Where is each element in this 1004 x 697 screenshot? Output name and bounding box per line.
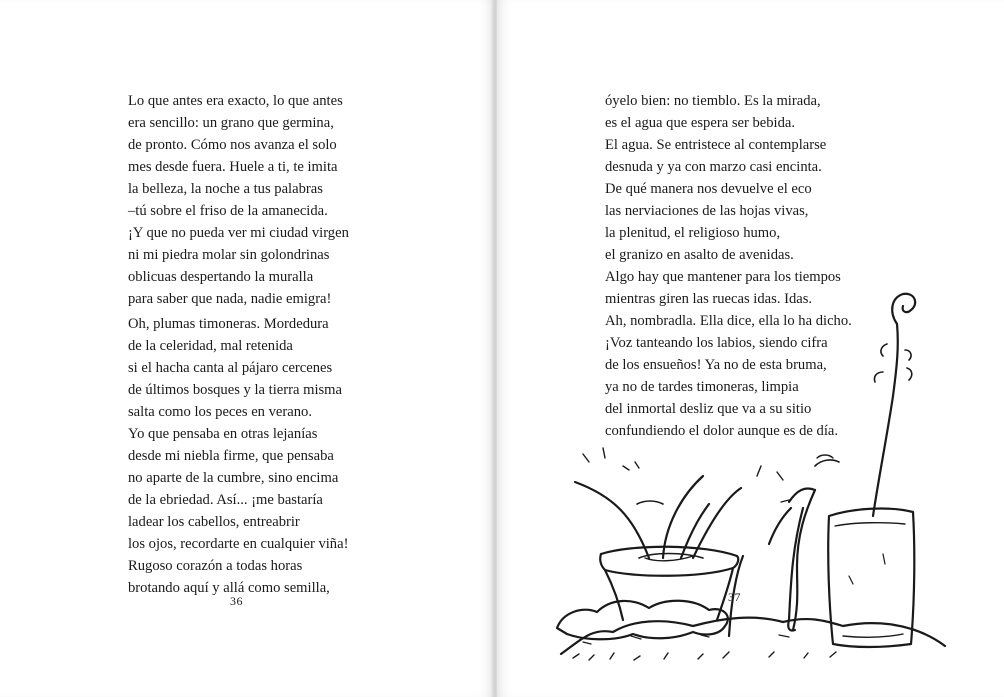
poem-line: era sencillo: un grano que germina, (128, 115, 334, 131)
ink-drawing-plant-pot-and-block-icon (553, 276, 953, 676)
poem-line: confundiendo el dolor aunque es de día. (605, 423, 839, 439)
poem-line: oblicuas despertando la muralla (128, 269, 314, 285)
poem-line: Algo hay que mantener para los tiempos (605, 269, 841, 285)
poem-line: las nerviaciones de las hojas vivas, (605, 203, 809, 219)
poem-line: Ah, nombradla. Ella dice, ella lo ha dicho. (605, 313, 852, 329)
poem-line: los ojos, recordarte en cualquier viña! (128, 536, 349, 552)
poem-line: de últimos bosques y la tierra misma (128, 382, 343, 398)
right-page (497, 0, 1004, 697)
poem-line: ni mi piedra molar sin golondrinas (128, 247, 330, 263)
page-number: 36 (230, 594, 243, 608)
poem-line: no aparte de la cumbre, sino encima (128, 470, 339, 486)
poem-line: Yo que pensaba en otras lejanías (128, 426, 318, 442)
poem-line: salta como los peces en verano. (128, 404, 312, 420)
poem-line: brotando aquí y allá como semilla, (128, 580, 330, 596)
poem-line: El agua. Se entristece al contemplarse (605, 137, 827, 153)
poem-line: mes desde fuera. Huele a ti, te imita (128, 159, 338, 175)
poem-line: Lo que antes era exacto, lo que antes (128, 93, 343, 109)
poem-line: para saber que nada, nadie emigra! (128, 291, 332, 307)
poem-line: –tú sobre el friso de la amanecida. (128, 203, 328, 219)
poem-line: ¡Y que no pueda ver mi ciudad virgen (128, 225, 349, 241)
poem-line: mientras giren las ruecas idas. Idas. (605, 291, 813, 307)
poem-line: desde mi niebla firme, que pensaba (128, 448, 334, 464)
poem-line: Rugoso corazón a todas horas (128, 558, 303, 574)
poem-line: de los ensueños! Ya no de esta bruma, (605, 357, 827, 373)
poem-line: de la ebriedad. Así... ¡me bastaría (128, 492, 323, 508)
poem-line: ya no de tardes timoneras, limpia (605, 379, 799, 395)
poem-line: de pronto. Cómo nos avanza el solo (128, 137, 337, 153)
poem-line: el granizo en asalto de avenidas. (605, 247, 794, 263)
poem-line: Oh, plumas timoneras. Mordedura (128, 316, 329, 332)
poem-line: si el hacha canta al pájaro cercenes (128, 360, 333, 376)
poem-line: ¡Voz tanteando los labios, siendo cifra (605, 335, 828, 351)
poem-line: ladear los cabellos, entreabrir (128, 514, 300, 530)
poem-line: De qué manera nos devuelve el eco (605, 181, 812, 197)
poem-line: óyelo bien: no tiemblo. Es la mirada, (605, 93, 821, 109)
poem-line: es el agua que espera ser bebida. (605, 115, 796, 131)
left-page (0, 0, 493, 697)
page-number: 37 (728, 590, 741, 604)
poem-line: del inmortal desliz que va a su sitio (605, 401, 812, 417)
poem-line: desnuda y ya con marzo casi encinta. (605, 159, 822, 175)
poem-stanza (128, 90, 349, 310)
poem-line: de la celeridad, mal retenida (128, 338, 293, 354)
poem-stanza (128, 313, 348, 599)
poem-line: la belleza, la noche a tus palabras (128, 181, 323, 197)
poem-line: la plenitud, el religioso humo, (605, 225, 781, 241)
